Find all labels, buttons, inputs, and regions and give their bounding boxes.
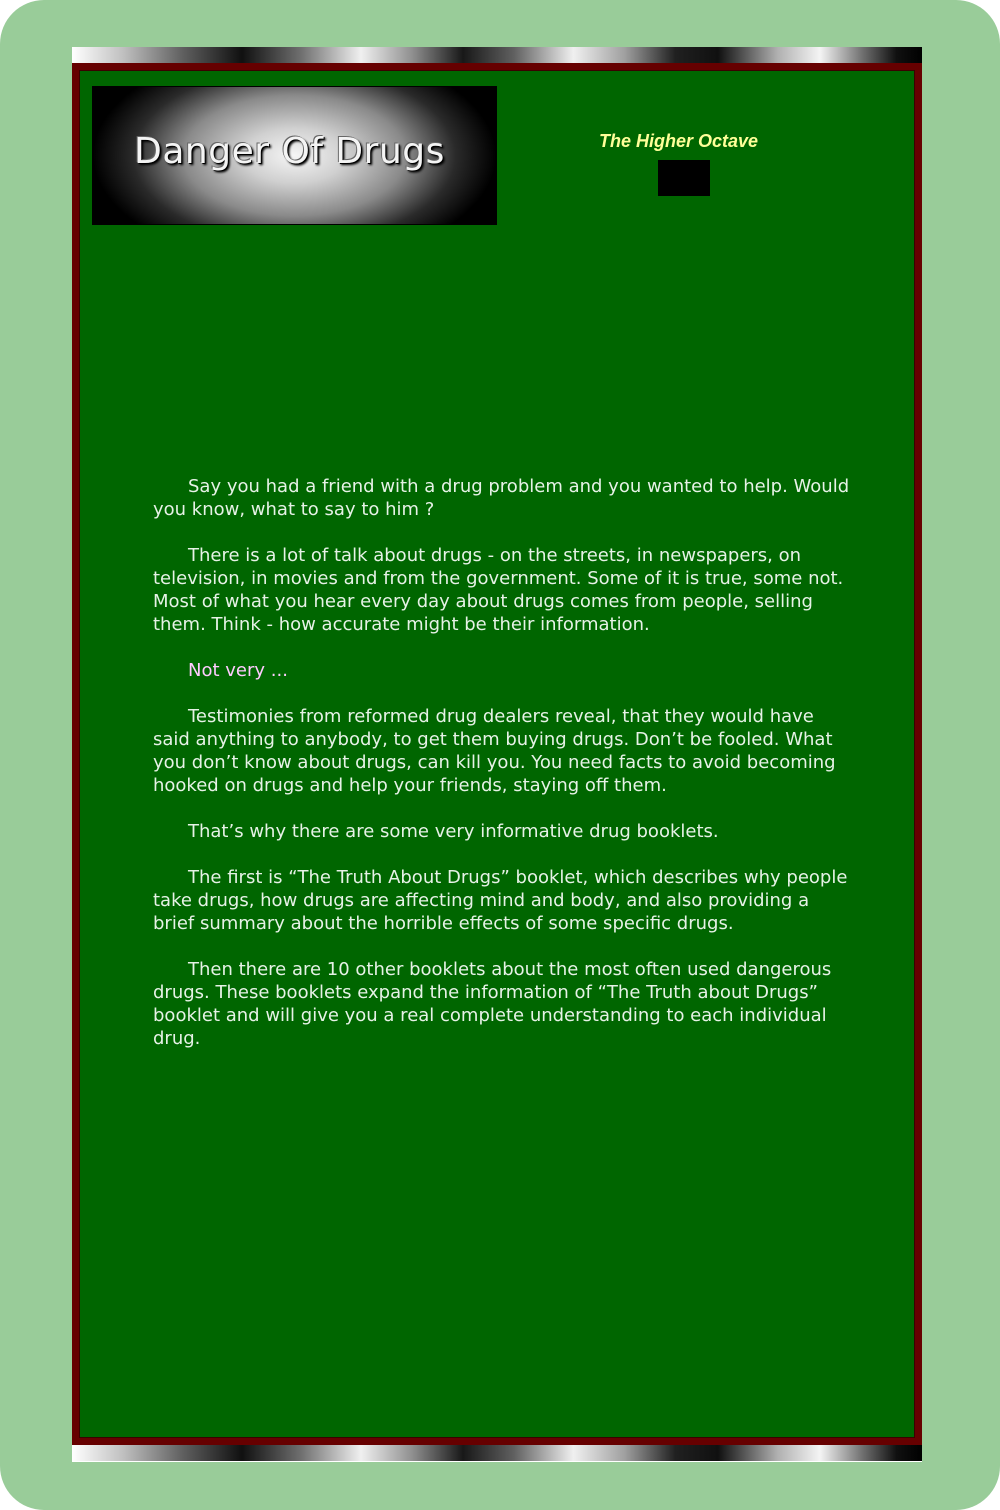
paragraph-testimonies: Testimonies from reformed drug dealers reveal, that they would have said anything to anybody, to get them buying drugs. Don’t be fooled. What you don’t know about drugs, can kill you. You need facts to avoid becoming hooked on drugs and help your friends, staying off them. <box>153 706 836 796</box>
site-name-link[interactable]: The Higher Octave <box>599 131 759 151</box>
article-body <box>153 475 853 1073</box>
logo-banner[interactable] <box>92 86 497 225</box>
top-metallic-bar <box>72 47 922 63</box>
paragraph-other-booklets: Then there are 10 other booklets about the most often used dangerous drugs. These booklets expand the information of “The Truth about Drugs” booklet and will give you a real complete understanding to each individual drug. <box>153 959 832 1049</box>
site-badge[interactable] <box>658 160 710 196</box>
paragraph-talk-about-drugs: There is a lot of talk about drugs - on the streets, in newspapers, on television, in movies and from the government. Some of it is true, some not. Most of what you hear every day about drugs comes from people, selling them. Think - how accurate might be their information. <box>153 545 844 635</box>
paragraph-intro: Say you had a friend with a drug problem and you wanted to help. Would you know, what to say to him ? <box>153 476 850 520</box>
logo-text: Danger Of Drugs <box>134 131 445 172</box>
paragraph-not-very: Not very ... <box>188 660 288 681</box>
paragraph-booklets: That’s why there are some very informative drug booklets. <box>188 821 719 842</box>
paragraph-truth-about-drugs: The first is “The Truth About Drugs” booklet, which describes why people take drugs, how drugs are affecting mind and body, and also providing a brief summary about the horrible effects of some specific drugs. <box>153 867 848 934</box>
bottom-metallic-bar <box>72 1445 922 1461</box>
